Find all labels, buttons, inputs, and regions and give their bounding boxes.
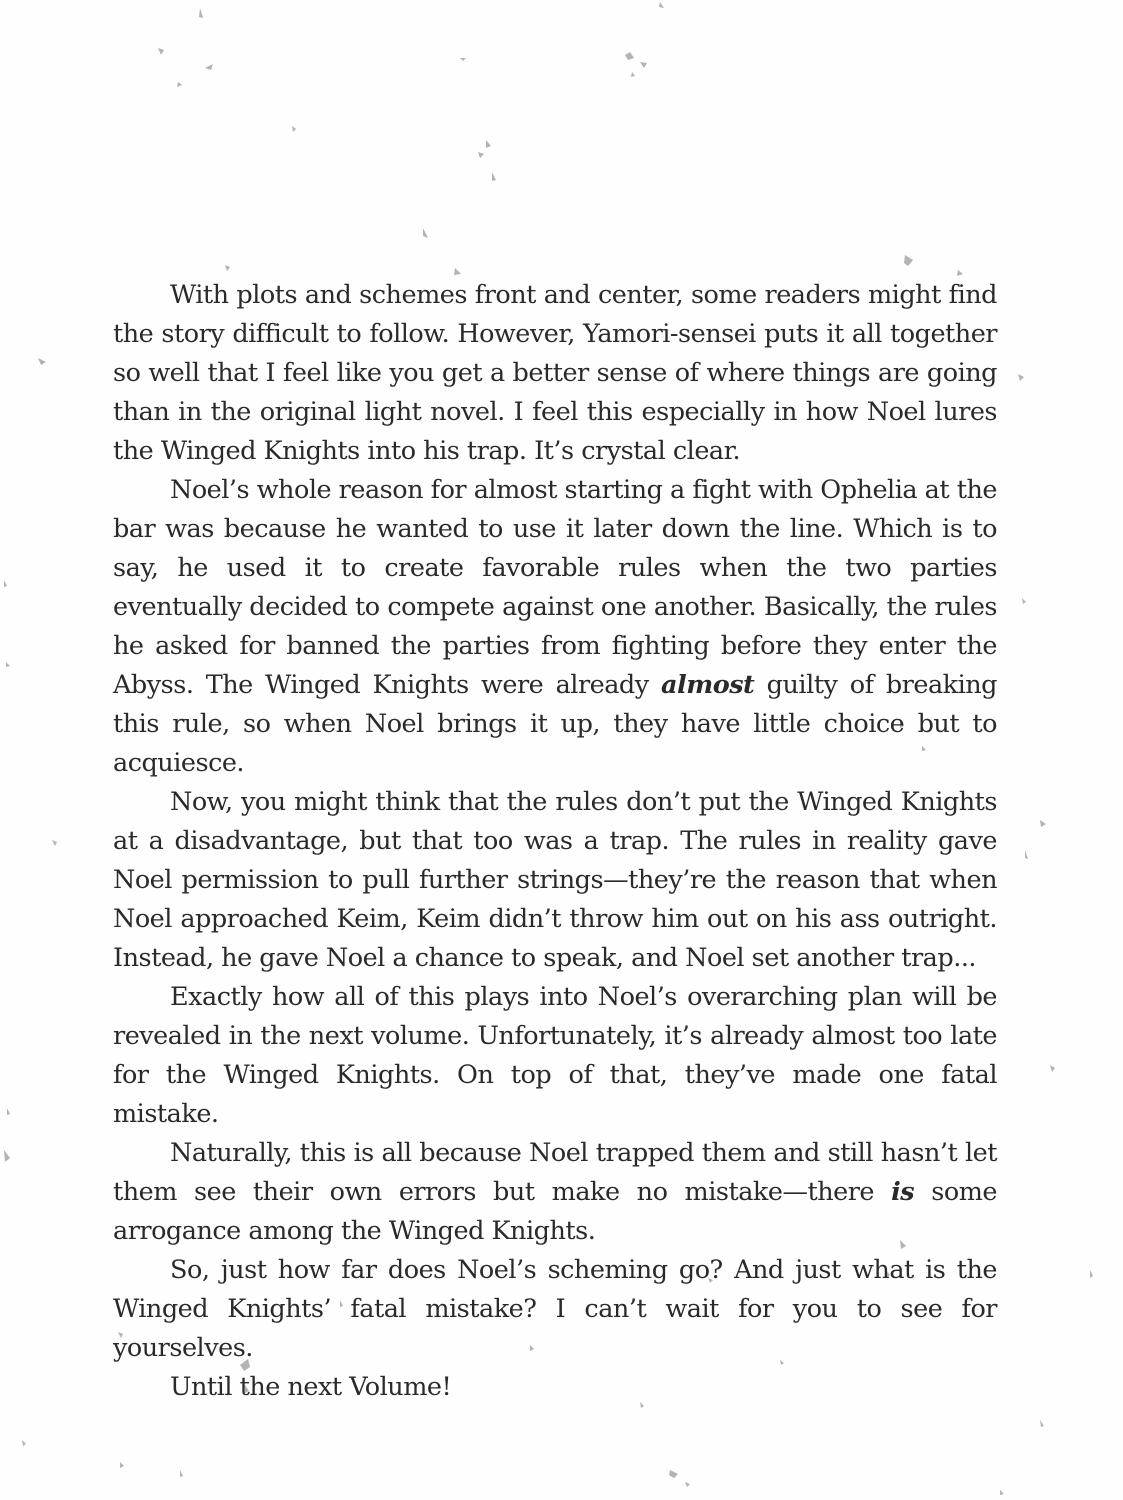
paragraph-5-text-a: Naturally, this is all because Noel trapped them and still hasn’t let them see their own errors but make no mistake—there bbox=[113, 1138, 997, 1207]
afterword-body bbox=[113, 276, 997, 1407]
paragraph-5-text-b: some arrogance among the Winged Knights. bbox=[113, 1177, 997, 1246]
paragraph-7: Until the next Volume! bbox=[170, 1372, 452, 1402]
paragraph-1: With plots and schemes front and center, some readers might find the story difficult to follow. However, Yamori-sensei puts it all together so well that I feel like you get a better sense of where things are going than in the original light novel. I feel this especially in how Noel lures the Winged Knights into his trap. It’s crystal clear. bbox=[113, 280, 997, 466]
paragraph-5 bbox=[113, 1134, 997, 1251]
paragraph-3: Now, you might think that the rules don’t put the Winged Knights at a disadvantage, but that too was a trap. The rules in reality gave Noel permission to pull further strings—they’re the reason that when Noel approached Keim, Keim didn’t throw him out on his ass outright. Instead, he gave Noel a chance to speak, and Noel set another trap... bbox=[113, 787, 997, 973]
paragraph-2 bbox=[113, 471, 997, 783]
paragraph-4: Exactly how all of this plays into Noel’s overarching plan will be revealed in the next volume. Unfortunately, it’s already almost too late for the Winged Knights. On top of that, they’ve made one fatal mistake. bbox=[113, 982, 997, 1129]
paragraph-2-text-a: Noel’s whole reason for almost starting a fight with Ophelia at the bar was because he wanted to use it later down the line. Which is to say, he used it to create favorable rules when the two parties eventually decided to compete against one another. Basically, the rules he asked for banned the parties from fighting before they enter the Abyss. The Winged Knights were already bbox=[113, 475, 997, 700]
emphasis-is: is bbox=[891, 1177, 915, 1207]
paragraph-6: So, just how far does Noel’s scheming go? And just what is the Winged Knights’ fatal mistake? I can’t wait for you to see for yourselves. bbox=[113, 1255, 997, 1363]
emphasis-almost: almost bbox=[661, 670, 755, 700]
paragraph-2-text-b: guilty of breaking this rule, so when Noel brings it up, they have little choice but to acquiesce. bbox=[113, 670, 998, 778]
